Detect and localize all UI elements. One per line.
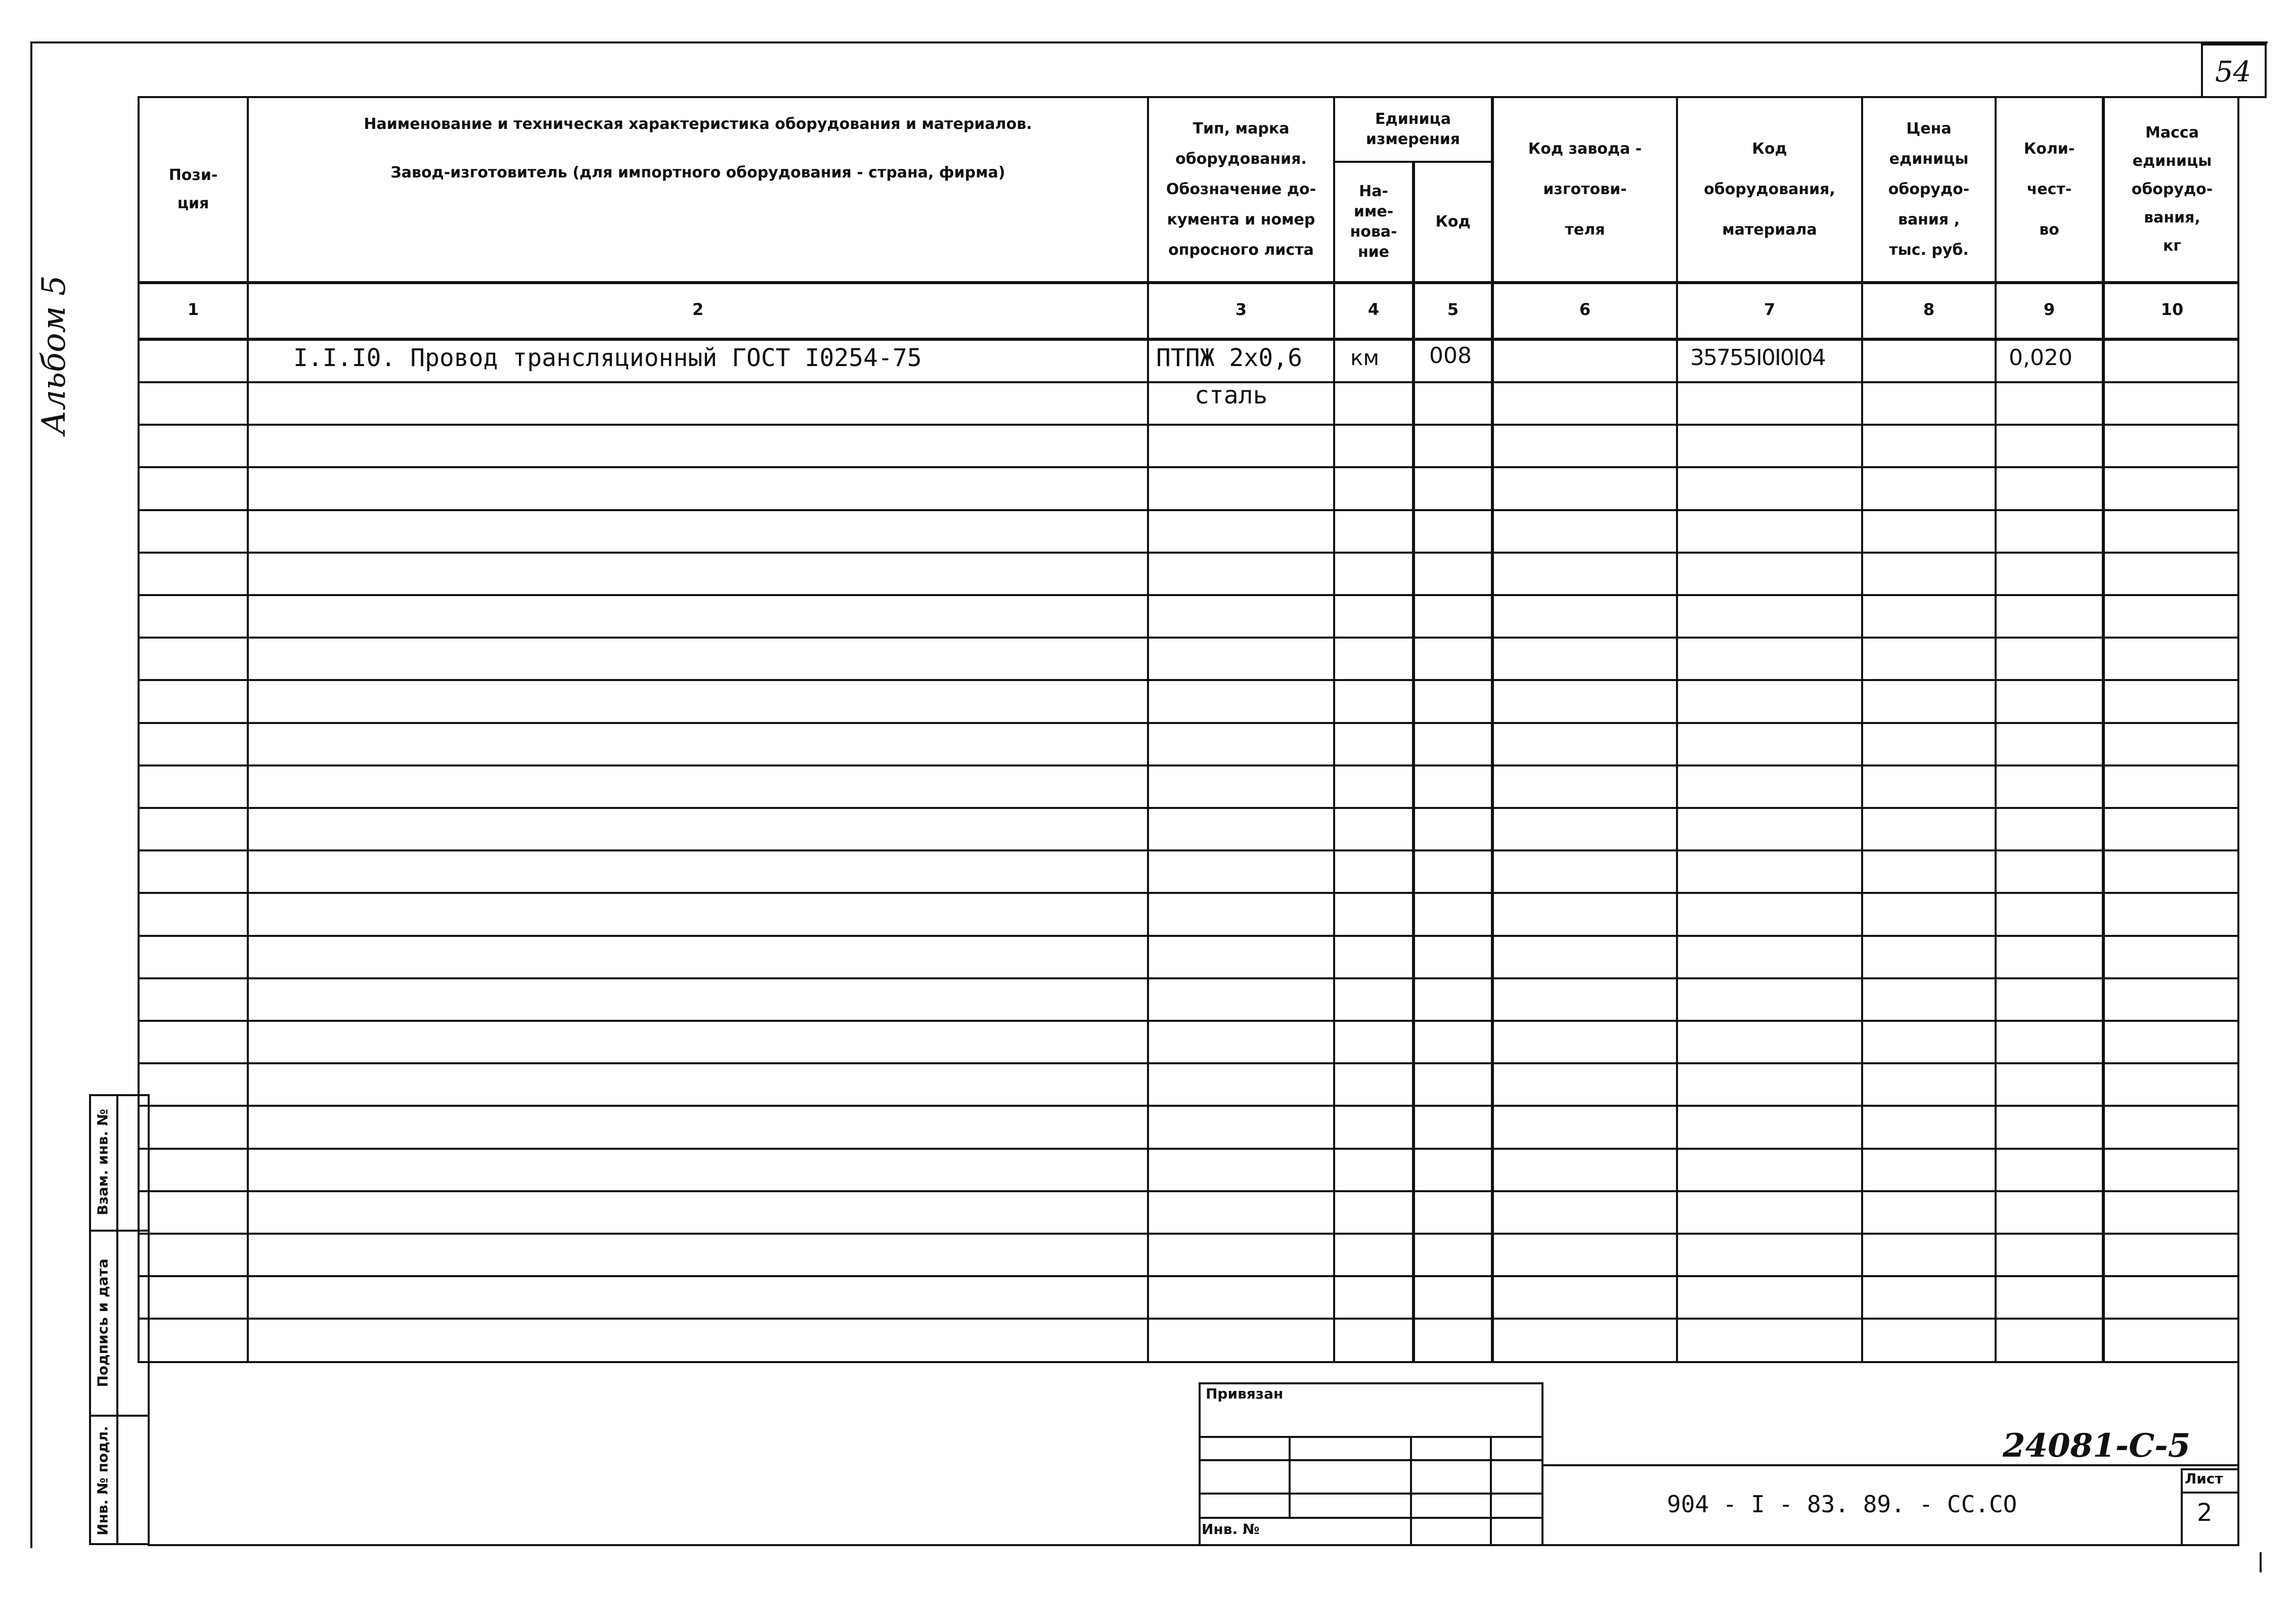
header-unit-code: Код (1435, 213, 1471, 231)
privyazan-vline-3 (1490, 1436, 1492, 1546)
table-row-line (138, 381, 2239, 383)
sheet-box-line (2181, 1492, 2239, 1494)
header-mass: Масса единицы оборудо- вания, кг (2131, 124, 2213, 255)
row-1-type-line2: сталь (1195, 381, 1268, 410)
table-row-line (138, 1275, 2239, 1277)
privyazan-vline-2 (1410, 1436, 1412, 1546)
colnum-2: 2 (692, 300, 704, 319)
colnum-10: 10 (2160, 300, 2184, 319)
table-row-line (138, 977, 2239, 979)
row-1-name: I.I.I0. Провод трансляционный ГОСТ I0254-75 (293, 344, 922, 372)
album-label: Альбом 5 (35, 275, 73, 435)
stamp-sign-date: Подпись и дата (94, 1258, 111, 1387)
header-type: Тип, марка оборудования. Обозначение до- кумента и номер опросного листа (1166, 120, 1316, 259)
page-number: 54 (2215, 56, 2252, 88)
colnum-4: 4 (1367, 300, 1380, 319)
row-1-material-code: 35755I0I0I04 (1690, 345, 1825, 371)
sheet-label: Лист (2185, 1470, 2223, 1487)
header-name: Наименование и техническая характеристика оборудования и материалов. Завод-изготовитель (для импортного оборудования - страна, фирма) (364, 115, 1032, 182)
table-row-line (138, 637, 2239, 639)
header-price: Цена единицы оборудо- вания , тыс. руб. (1888, 120, 1970, 259)
table-row-line (138, 807, 2239, 809)
archive-number: 24081-С-5 (2003, 1427, 2191, 1465)
table-row-line (138, 722, 2239, 724)
title-block-frame (148, 1361, 2239, 1546)
table-row-line (138, 1190, 2239, 1192)
stamp-inv-podl: Инв. № подл. (94, 1426, 111, 1536)
header-position: Пози- ция (168, 166, 218, 212)
privyazan-label: Привязан (1206, 1385, 1284, 1402)
side-stamp-divider (116, 1094, 118, 1545)
sheet-number: 2 (2197, 1499, 2213, 1527)
table-row-line (138, 679, 2239, 681)
table-row-line (138, 1318, 2239, 1320)
colnum-7: 7 (1763, 300, 1776, 319)
table-row-line (138, 935, 2239, 937)
stamp-inv-vzam: Взам. инв. № (94, 1109, 111, 1215)
document-code: 904 - I - 83. 89. - CC.CO (1667, 1491, 2017, 1518)
header-factory-code: Код завода - изготови- теля (1528, 140, 1642, 239)
edge-tick (2260, 1552, 2262, 1572)
frame-left-line (30, 41, 32, 1548)
row-1-unit-code: 008 (1429, 343, 1472, 369)
inv-no-label: Инв. № (1202, 1521, 1260, 1538)
table-row-line (138, 509, 2239, 511)
privyazan-vline-1 (1289, 1436, 1291, 1517)
colnum-6: 6 (1579, 300, 1591, 319)
table-row-line (138, 594, 2239, 596)
table-row-line (138, 466, 2239, 468)
header-unit-group: Единица измерения (1365, 110, 1461, 148)
header-quantity: Коли- чест- во (2023, 140, 2075, 239)
row-1-quantity: 0,020 (2009, 345, 2072, 371)
row-1-unit-name: км (1350, 345, 1380, 370)
colnum-1: 1 (187, 300, 199, 319)
col-line-4 (1412, 162, 1415, 1363)
table-row-line (138, 552, 2239, 554)
frame-top-line (30, 41, 2268, 43)
header-material-code: Код оборудования, материала (1704, 140, 1835, 239)
table-row-line (138, 764, 2239, 766)
table-row-line (138, 1148, 2239, 1150)
table-row-line (138, 849, 2239, 851)
header-unit-name: На- име- нова- ние (1350, 183, 1397, 261)
colnum-8: 8 (1923, 300, 1935, 319)
colnum-9: 9 (2043, 300, 2055, 319)
table-row-line (138, 1105, 2239, 1107)
table-row-line (138, 892, 2239, 894)
colnum-3: 3 (1235, 300, 1247, 319)
row-1-type-line1: ПТПЖ 2х0,6 (1156, 344, 1302, 372)
colnum-5: 5 (1447, 300, 1459, 319)
table-row-line (138, 424, 2239, 426)
table-row-line (138, 1062, 2239, 1064)
table-row-line (138, 1233, 2239, 1235)
table-row-line (138, 1020, 2239, 1022)
